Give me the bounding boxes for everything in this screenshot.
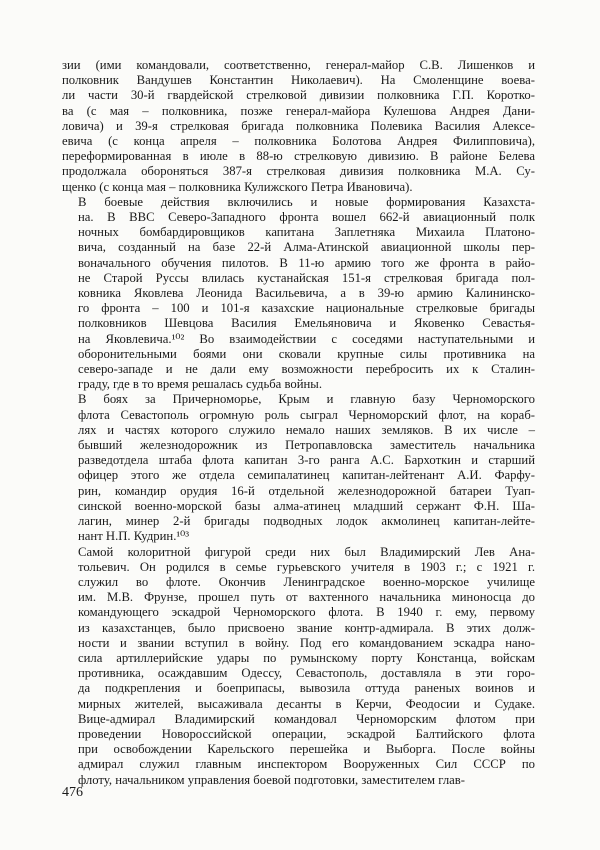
text-line: лях и частях которого служило немало наших земляков. В их числе – [78, 422, 535, 437]
page-number: 476 [62, 785, 83, 800]
text-line: полковник Вандушев Константин Николаевич). На Смоленщине воева- [62, 73, 535, 88]
text-line: сила артиллерийские удары по румынскому порту Констанца, войскам [78, 650, 535, 665]
text-line: разведотдела штаба флота капитан 3-го ранга А.С. Бархоткин и старший [78, 453, 535, 468]
text-line: да подкрепления и боеприпасы, вывозила оттуда раненых воинов и [78, 681, 535, 696]
text-line: из казахстанцев, было присвоено звание контр-адмирала. В этих долж- [78, 620, 535, 635]
text-line: флота Севастополь огромную роль сыграл Черноморский флот, на кораб- [78, 407, 535, 422]
text-line: В боях за Причерноморье, Крым и главную базу Черноморского [78, 392, 535, 407]
text-line: продолжала обороняться 387-я стрелковая дивизия полковника М.А. Су- [62, 164, 535, 179]
text-line: ловича) и 39-я стрелковая бригада полковника Полевика Василия Алексе- [62, 118, 535, 133]
text-line: лагин, минер 2-й бригады подводных лодок акмолинец капитан-лейте- [78, 514, 535, 529]
text-line: полковников Шевцова Василия Емельяновича и Яковенко Севастья- [78, 316, 535, 331]
text-line: го фронта – 100 и 101-я казахские национальные стрелковые бригады [78, 301, 535, 316]
text-line: евича (с конца апреля – полковника Болотова Андрея Филипповича), [62, 134, 535, 149]
text-line: вича, созданный на базе 22-й Алма-Атинской авиационной школы пер- [78, 240, 535, 255]
text-line: ковника Яковлева Леонида Васильевича, а в 39-ю армию Калининско- [78, 286, 535, 301]
text-line: северо-западе и не дали ему возможности перебросить их к Сталин- [78, 362, 535, 377]
text-line: служил во флоте. Окончив Ленинградское военно-морское училище [78, 574, 535, 589]
text-line: на Яковлевича.¹⁰² Во взаимодействии с соседями наступательными и [78, 331, 535, 346]
text-line: при освобождении Карельского перешейка и Выборга. После войны [78, 742, 535, 757]
text-line: В боевые действия включились и новые формирования Казахста- [78, 194, 535, 209]
text-line: на. В ВВС Северо-Западного фронта вошел 662-й авиационный полк [78, 210, 535, 225]
text-line: ва (с мая – полковника, позже генерал-майора Кулешова Андрея Дани- [62, 103, 535, 118]
text-line: Вице-адмирал Владимирский командовал Черноморским флотом при [78, 711, 535, 726]
paragraph [62, 195, 535, 393]
text-line: зии (ими командовали, соответственно, генерал-майор С.В. Лишенков и [62, 58, 535, 72]
text-line: не Старой Руссы влилась кустанайская 151-я стрелковая бригада пол- [78, 270, 535, 285]
paragraph [62, 58, 535, 195]
text-line: нант Н.П. Кудрин.¹⁰³ [78, 529, 190, 544]
text-line: противника, осаждавшим Одессу, Севастополь, доставляла в эти горо- [78, 666, 535, 681]
text-line: граду, где в то время решалась судьба войны. [78, 377, 323, 392]
text-line: мирных жителей, высаживала десанты в Керчи, Феодосии и Судаке. [78, 696, 535, 711]
text-line: им. М.В. Фрунзе, прошел путь от вахтенного начальника миноносца до [78, 590, 535, 605]
text-line: оборонительными боями они сковали крупные силы противника на [78, 346, 535, 361]
text-line: проведении Новороссийской операции, эскадрой Балтийского флота [78, 726, 535, 741]
text-line: флоту, начальником управления боевой подготовки, заместителем глав- [78, 772, 465, 787]
text-line: синской военно-морской базы алма-атинец младший сержант Ф.Н. Ша- [78, 498, 535, 513]
text-line: командующего эскадрой Черноморского флота. В 1940 г. ему, первому [78, 605, 535, 620]
paragraph [62, 545, 535, 788]
text-line: бывший железнодорожник из Петропавловска заместитель начальника [78, 438, 535, 453]
text-line: переформированная в июле в 88-ю стрелковую дивизию. В районе Белева [62, 149, 535, 164]
text-line: ночных бомбардировщиков капитана Заплетняка Михаила Платоно- [78, 225, 535, 240]
text-line: Самой колоритной фигурой среди них был Владимирский Лев Ана- [78, 544, 535, 559]
text-line: воначального обучения пилотов. В 11-ю армию того же фронта в райо- [78, 255, 535, 270]
text-line: рин, командир орудия 16-й отдельной железнодорожной батареи Туап- [78, 483, 535, 498]
body-text [62, 58, 535, 788]
text-line: офицер этого же отдела семипалатинец капитан-лейтенант А.И. Фарфу- [78, 468, 535, 483]
text-line: адмирал служил главным инспектором Вооруженных Сил СССР по [78, 757, 535, 772]
text-line: ли части 30-й гвардейской стрелковой дивизии полковника Г.П. Коротко- [62, 88, 535, 103]
text-line: щенко (с конца мая – полковника Кулижского Петра Ивановича). [62, 179, 413, 194]
text-line: тольевич. Он родился в семье гурьевского учителя в 1903 г.; с 1921 г. [78, 559, 535, 574]
text-line: ности и звании вступил в войну. Под его командованием эскадра нано- [78, 635, 535, 650]
paragraph [62, 392, 535, 544]
